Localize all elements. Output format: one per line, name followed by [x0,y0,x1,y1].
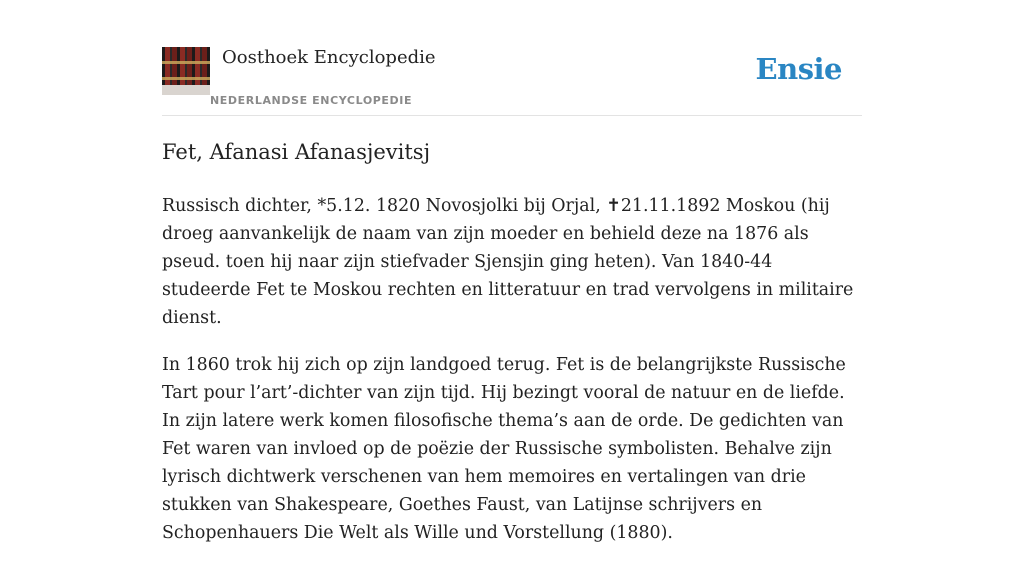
site-title-link[interactable]: Oosthoek Encyclopedie [222,47,436,68]
book-band-decoration [162,77,210,80]
entry-title: Fet, Afanasi Afanasjevitsj [162,140,431,164]
entry-paragraph: Russisch dichter, *5.12. 1820 Novosjolki bij Orjal, ✝21.11.1892 Moskou (hij droeg aanvankelijk de naam van zijn moeder en behield deze na 1876 als pseud. toen hij naar zijn stiefvader Sjensjin ging heten). Van 1840-44 studeerde Fet te Moskou rechten en litteratuur en trad vervolgens in militaire dienst. [162,196,854,328]
encyclopedia-avatar[interactable] [162,47,210,95]
entry-content [162,192,862,566]
site-subtitle: NEDERLANDSE ENCYCLOPEDIE [210,94,413,107]
entry-paragraph: In 1860 trok hij zich op zijn landgoed terug. Fet is de belangrijkste Russische Tart pour l’art’-dichter van zijn tijd. Hij bezingt vooral de natuur en de liefde. In zijn latere werk komen filosofische thema’s aan de orde. De gedichten van Fet waren van invloed op de poëzie der Russische symbolisten. Behalve zijn lyrisch dichtwerk verschenen van hem memoires en vertalingen van drie stukken van Shakespeare, Goethes Faust, van Latijnse schrijvers en Schopenhauers Die Welt als Wille und Vorstellung (1880). [162,355,846,543]
site-header [162,44,862,116]
ensie-logo-link[interactable]: Ensie [755,52,842,86]
shelf-decoration [162,85,210,95]
book-band-decoration [162,61,210,64]
